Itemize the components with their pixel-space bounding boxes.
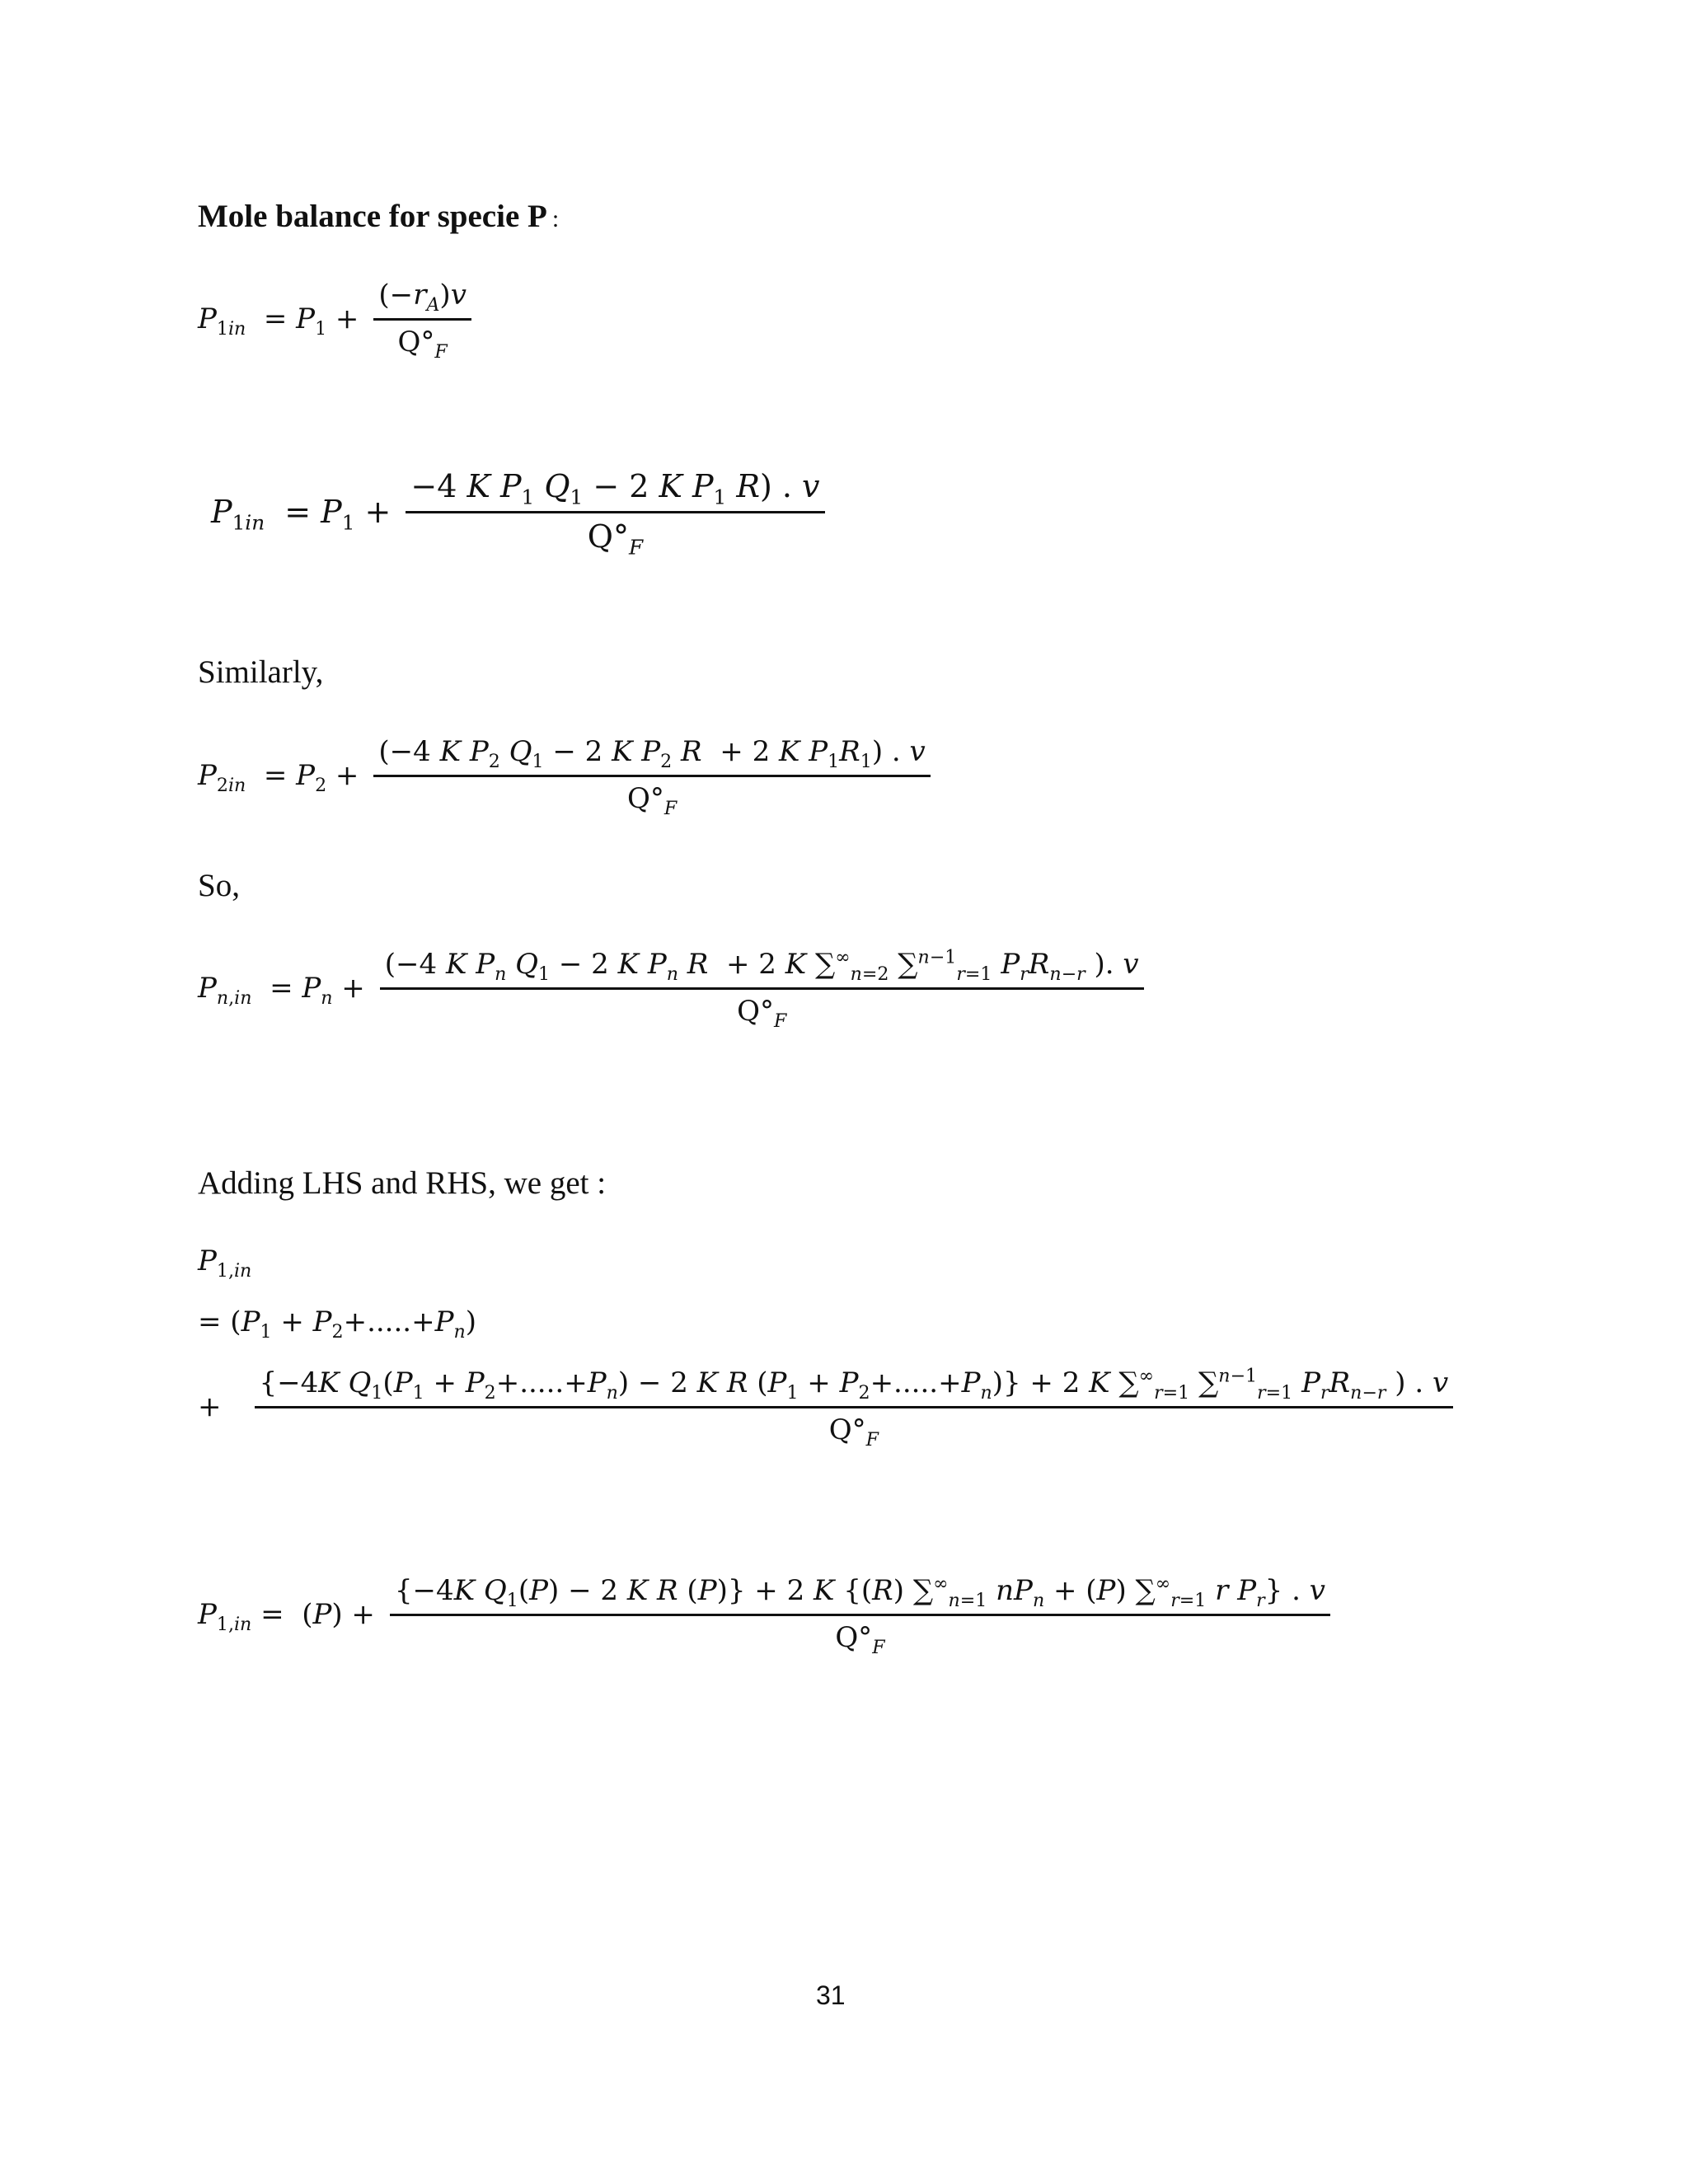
- so-text: So,: [198, 868, 240, 903]
- heading-text: Mole balance for specie P: [198, 199, 547, 234]
- equation-3: $P_{2in} = P_2$ + $\frac{(-4 K P_2 Q_1 - 2 K P_2 R + 2 K P_1R_1) . v}{Q^\circ_F}$: [198, 735, 931, 815]
- page-number: 31: [816, 1980, 846, 2010]
- section-heading: [198, 198, 559, 235]
- equation-5-line-1: $P_{1,in}$: [198, 1244, 252, 1282]
- equation-2: $P_{1in} = P_1$ + $\frac{-4 K P_1 Q_1 - 2 K P_1 R) . v}{Q^\circ_F}$: [211, 468, 825, 555]
- equation-5-line-2: = $(P_1 + P_2+.....+P_n)$: [198, 1305, 476, 1343]
- adding-text: Adding LHS and RHS, we get :: [198, 1165, 607, 1201]
- heading-colon: :: [551, 205, 560, 232]
- similarly-text: Similarly,: [198, 654, 324, 690]
- plus-sign: +: [198, 1390, 222, 1423]
- equation-4: $P_{n,in} = P_n$ + $\frac{(-4 K P_n Q_1 - 2 K P_n R + 2 K \sum^\infty_{n=2} \sum^{n-1}_{r=1} P_rR_{n-r} ). v}{Q^\circ_F}$: [198, 948, 1144, 1028]
- equation-5-line-3: + {−4K $Q_1(P_1 + P_2+.....+P_n) - 2$ K R $(P_1 + P_2+.....+P_n)\} + 2$ K $\sum^\infty_{r=1}$ ∑$^{n-1}_{r=1}$ $P_rR_{n-r}$ ) . v $Q^\circ_F$: [198, 1366, 1453, 1446]
- equation-6: $P_{1,in} = (P)$ + {−4K $Q_1(P) - 2$ K R (P)} + 2 K {(R) $\sum^\infty_{n=1}$ $nP_n + (P)$ $\sum^\infty_{r=1}$ r $P_r$} . v $Q^\circ_F$: [198, 1574, 1330, 1654]
- equation-1: $P_{1in} = P_1$ + $\frac{(-r_A)v}{Q^\circ_F}$: [198, 279, 471, 359]
